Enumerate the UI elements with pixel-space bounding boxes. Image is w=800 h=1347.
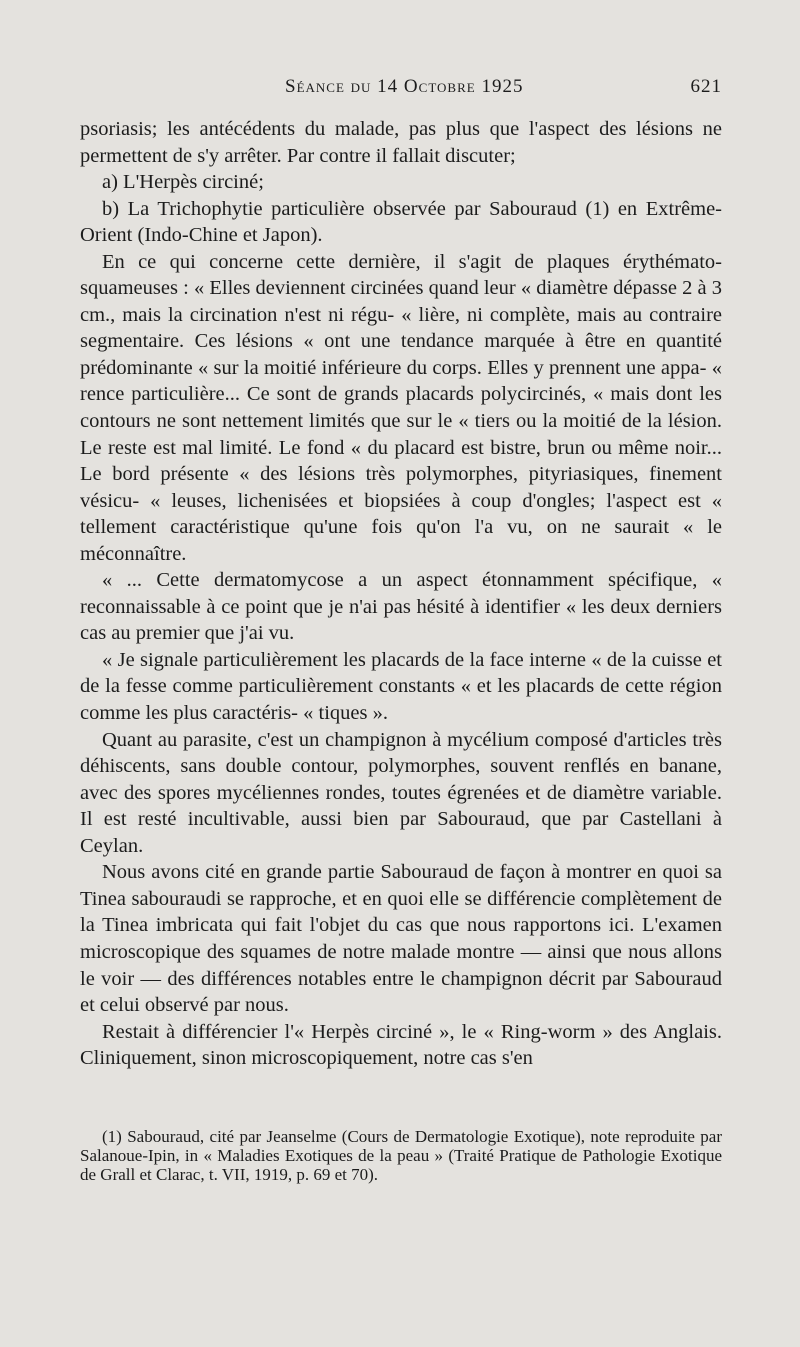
- page-header: [80, 76, 722, 106]
- paragraph: Restait à différencier l'« Herpès circiné », le « Ring-worm » des Anglais. Cliniquement, sinon microscopiquement, notre cas s'en: [80, 1020, 722, 1070]
- paragraph: En ce qui concerne cette dernière, il s'agit de plaques érythémato-squameuses : « Elles deviennent circinées quand leur « diamètre dépasse 2 à 3 cm., mais la circination n'est ni régu- « lière, ni complète, mais au contraire segmentaire. Ces lésions « ont une tendance marquée à être en quantité prédominante « sur la moitié inférieure du corps. Elles y prennent une appa- « rence particulière... Ce sont de grands placards polycircinés, « mais dont les contours ne sont nettement limités que sur le « tiers ou la moitié de la lésion. Le reste est mal limité. Le fond « du placard est bistre, brun ou même noir... Le bord présente « des lésions très polymorphes, pityriasiques, finement vésicu- « leuses, lichenisées et biopsiées à coup d'ongles; l'aspect est « tellement caractéristique qu'une fois qu'on l'a vu, on ne saurait « le méconnaître.: [80, 250, 722, 565]
- footnotes: [80, 1127, 722, 1184]
- quoted-paragraph: « ... Cette dermatomycose a un aspect étonnamment spécifique, « reconnaissable à ce point que je n'ai pas hésité à identifier « les deux derniers cas au premier que j'ai vu.: [80, 569, 722, 645]
- paragraph: Quant au parasite, c'est un champignon à mycélium composé d'articles très déhiscents, sans double contour, polymorphes, souvent renflés en banane, avec des spores mycéliennes rondes, toutes égrenées et de diamètre variable. Il est resté incultivable, aussi bien par Sabouraud, que par Castellani à Ceylan.: [80, 728, 722, 857]
- running-head: Séance du 14 Octobre 1925: [285, 76, 524, 97]
- paragraph: b) La Trichophytie particulière observée par Sabouraud (1) en Extrême-Orient (Indo-Chine et Japon).: [80, 197, 722, 247]
- body-text: [80, 116, 722, 1072]
- page-number: 621: [690, 76, 722, 97]
- paragraph: a) L'Herpès circiné;: [102, 171, 264, 194]
- footnote: (1) Sabouraud, cité par Jeanselme (Cours de Dermatologie Exotique), note reproduite par Salanoue-Ipin, in « Maladies Exotiques de la peau » (Traité Pratique de Pathologie Exotique de Grall et Clarac, t. VII, 1919, p. 69 et 70).: [80, 1127, 722, 1184]
- paragraph: psoriasis; les antécédents du malade, pas plus que l'aspect des lésions ne permettent de s'y arrêter. Par contre il fallait discuter;: [80, 118, 722, 167]
- quoted-paragraph: « Je signale particulièrement les placards de la face interne « de la cuisse et de la fesse comme particulièrement constants « et les placards de cette région comme les plus caractéris- « tiques ».: [80, 648, 722, 725]
- paragraph: Nous avons cité en grande partie Sabouraud de façon à montrer en quoi sa Tinea sabouraudi se rapproche, et en quoi elle se différencie complètement de la Tinea imbricata qui fait l'objet du cas que nous rapportons ici. L'examen microscopique des squames de notre malade montre — ainsi que nous allons le voir — des différences notables entre le champignon décrit par Sabouraud et celui observé par nous.: [80, 861, 722, 1017]
